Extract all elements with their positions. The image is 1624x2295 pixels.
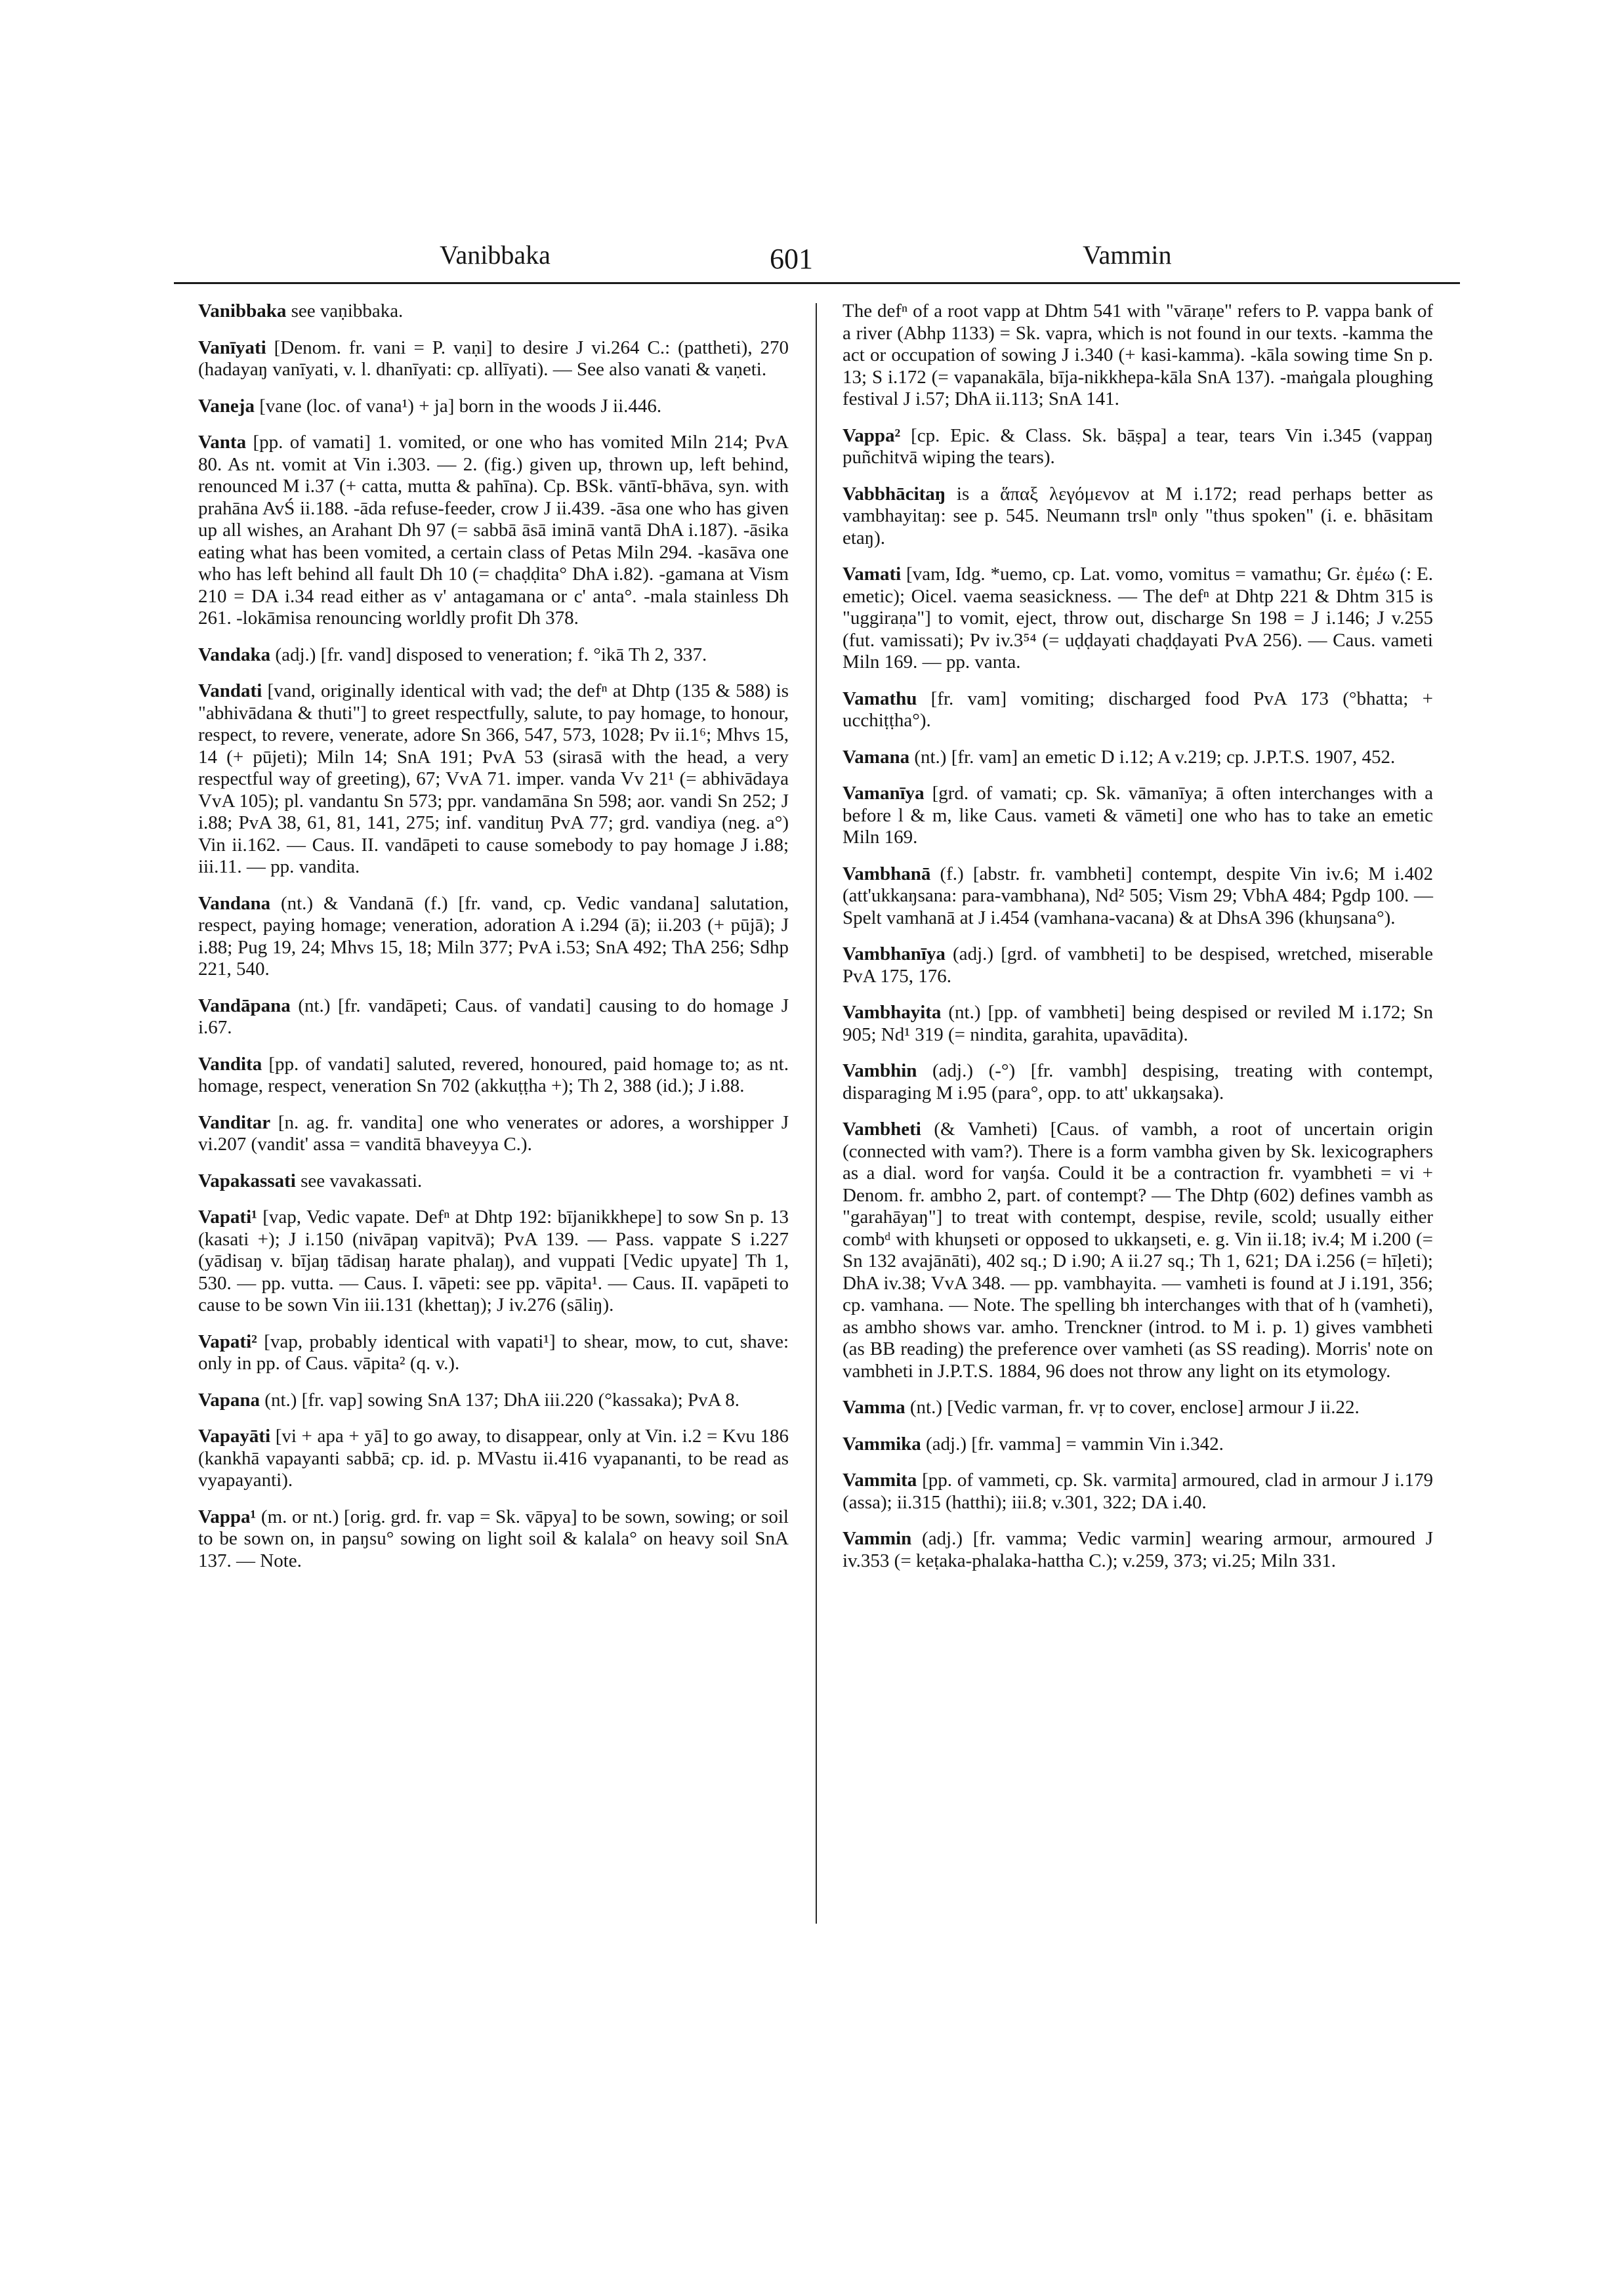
entry-headword: Vandana (198, 892, 271, 914)
entry-headword: Vambhayita (843, 1002, 942, 1023)
entry-body: (adj.) [fr. vamma] = vammin Vin i.342. (921, 1433, 1224, 1455)
dictionary-entry (198, 644, 789, 667)
entry-headword: Vamanīya (843, 783, 925, 804)
dictionary-entry (198, 1054, 789, 1098)
dictionary-entry (198, 995, 789, 1039)
entry-body: (nt.) [fr. vap] sowing SnA 137; DhA iii.220 (°kassaka); PvA 8. (260, 1389, 739, 1411)
entry-headword: Vammika (843, 1433, 921, 1455)
entry-headword: Vamma (843, 1397, 906, 1418)
dictionary-entry (843, 1434, 1433, 1456)
entry-body: [n. ag. fr. vandita] one who venerates or adores, a worshipper J vi.207 (vandit' assa = vanditā bhaveyya C.). (198, 1111, 789, 1155)
entry-headword: Vappa¹ (198, 1506, 257, 1527)
entry-body: [vi + apa + yā] to go away, to disappear, only at Vin. i.2 = Kvu 186 (kankhā vapayanti sabbā; cp. id. p. MVastu ii.416 vyapananti, to be read as vyapayanti). (198, 1426, 789, 1491)
dictionary-entry (843, 425, 1433, 469)
entry-headword: Vapakassati (198, 1170, 296, 1191)
dictionary-entry (198, 337, 789, 381)
entry-body: [Denom. fr. vani = P. vaṇi] to desire J vi.264 C.: (pattheti), 270 (hadayaŋ vanīyati, v. l. dhanīyati: cp. allīyati). — See also vanati & vaṇeti. (198, 337, 789, 380)
entry-headword: Vambhanīya (843, 943, 946, 964)
entry-body: (adj.) [fr. vand] disposed to veneration; f. °ikā Th 2, 337. (270, 644, 707, 665)
entry-body: (adj.) [grd. of vambheti] to be despised, wretched, miserable PvA 175, 176. (843, 943, 1433, 987)
entry-body: [vap, Vedic vapate. Defⁿ at Dhtp 192: bījanikkhepe] to sow Sn p. 13 (kasati +); J i.150 (nivāpaŋ vapitvā); PvA 139. — Pass. vappate S i.227 (yādisaŋ v. bījaŋ tādisaŋ harate phalaŋ), and vuppati [Vedic upyate] Th 1, 530. — pp. vutta. — Caus. I. vāpeti: see pp. vāpita¹. — Caus. II. vapāpeti to cause to be sown Vin iii.131 (khettaŋ); J iv.276 (sāliŋ). (198, 1207, 789, 1315)
dictionary-entry (198, 396, 789, 418)
entry-headword: Vammita (843, 1470, 917, 1491)
entry-headword: Vamati (843, 564, 902, 585)
dictionary-entry (843, 484, 1433, 550)
dictionary-entry (198, 893, 789, 981)
entry-body: [vam, Idg. *uemo, cp. Lat. vomo, vomitus = vamathu; Gr. ἐμέω (: E. emetic); Oicel. vaema seasickness. — The defⁿ at Dhtp 221 & Dhtm 315 is "uggiraṇa"] to vomit, eject, throw out, discharge Sn 198 = J i.146; J v.255 (fut. vamissati); Pv iv.3⁵⁴ (= uḍḍayati chaḍḍayati PvA 256). — Caus. vameti Miln 169. — pp. vanta. (843, 564, 1433, 672)
dictionary-entry (843, 783, 1433, 849)
entry-body: (& Vamheti) [Caus. of vambh, a root of uncertain origin (connected with vam?). There is a form vambha given by Sk. lexicographers as a dial. word for vaŋśa. Could it be a contraction fr. vyambheti = vi + Denom. fr. ambho 2, part. of contempt? — The Dhtp (602) defines vambh as "garahāyaŋ"] to treat with contempt, despise, revile, scold; usually either combᵈ with khuŋseti or opposed to ukkaŋseti, e. g. Vin ii.18; iv.4; M i.200 (= Sn 132 avajānāti), 402 sq.; D i.90; A ii.27 sq.; Th 1, 621; DA i.256 (= hīḷeti); DhA iv.38; VvA 348. — pp. vambhayita. — vamheti is found at J i.191, 356; cp. vamhana. — Note. The spelling bh interchanges with that of h (vamheti), as ambho shows var. amho. Trenckner (introd. to M i. p. 1) gives vambheti (as BB reading) the preference over vamheti (as SS reading). Morris' note on vambheti in J.P.T.S. 1884, 96 does not throw any light on its etymology. (843, 1119, 1433, 1382)
right-column (843, 300, 1433, 1586)
header-last-word: Vammin (1083, 240, 1172, 270)
entry-headword: Vapati² (198, 1331, 257, 1352)
entry-headword: Vammin (843, 1528, 912, 1549)
dictionary-entry (843, 1397, 1433, 1419)
dictionary-entry (198, 1506, 789, 1573)
entry-headword: Vanta (198, 432, 247, 453)
entry-headword: Vaneja (198, 395, 255, 417)
entry-body: (nt.) [pp. of vambheti] being despised or reviled M i.172; Sn 905; Nd¹ 319 (= nindita, garahita, upavādita). (843, 1002, 1433, 1045)
column-divider (816, 303, 817, 1924)
entry-body: (nt.) [Vedic varman, fr. vṛ to cover, enclose] armour J ii.22. (905, 1397, 1360, 1418)
entry-headword: Vabbhācitaŋ (843, 483, 946, 505)
entry-headword: Vandāpana (198, 995, 291, 1016)
header-first-word: Vanibbaka (440, 240, 551, 270)
entry-body: (nt.) & Vandanā (f.) [fr. vand, cp. Vedic vandana] salutation, respect, paying homage; veneration, adoration A i.294 (ā); ii.203 (+ pūjā); J i.88; Pug 19, 24; Mhvs 15, 18; Miln 377; PvA i.53; SnA 492; ThA 256; Sdhp 221, 540. (198, 892, 789, 980)
dictionary-entry (198, 300, 789, 323)
dictionary-entry (843, 747, 1433, 769)
header-rule (174, 282, 1460, 284)
running-header (174, 239, 1460, 285)
entry-body: [vand, originally identical with vad; the defⁿ at Dhtp (135 & 588) is "abhivādana & thuti"] to greet respectfully, salute, to pay homage, to honour, respect, to revere, venerate, adore Sn 366, 547, 573, 1028; Pv ii.1⁶; Mhvs 15, 14 (+ pūjeti); Miln 14; SnA 191; PvA 53 (sirasā with the head, a very respectful way of greeting), 67; VvA 71. imper. vanda Vv 21¹ (= abhivādaya VvA 105); pl. vandantu Sn 573; ppr. vandamāna Sn 598; aor. vandi Sn 252; J i.88; PvA 38, 61, 81, 141, 275; inf. vandituŋ PvA 77; grd. vandiya (neg. a°) Vin ii.162. — Caus. II. vandāpeti to cause somebody to pay homage J i.88; iii.11. — pp. vandita. (198, 680, 789, 877)
entry-body: is a ἅπαξ λεγόμενον at M i.172; read perhaps better as vambhayitaŋ: see p. 545. Neumann trslⁿ only "thus spoken" (i. e. bhāsitam etaŋ). (843, 483, 1433, 548)
entry-body: [pp. of vandati] saluted, revered, honoured, paid homage to; as nt. homage, respect, veneration Sn 702 (akkuṭṭha +); Th 2, 388 (id.); J i.88. (198, 1053, 789, 1096)
entry-body: [vap, probably identical with vapati¹] to shear, mow, to cut, shave: only in pp. of Caus. vāpita² (q. v.). (198, 1331, 789, 1374)
entry-headword: Vanīyati (198, 337, 266, 358)
dictionary-entry (198, 680, 789, 879)
dictionary-entry (843, 688, 1433, 732)
page-number: 601 (770, 243, 813, 275)
dictionary-entry (198, 432, 789, 630)
entry-headword: Vandaka (198, 644, 271, 665)
entry-headword: Vamathu (843, 688, 917, 709)
entry-headword: Vanditar (198, 1111, 271, 1133)
entry-headword: Vappa² (843, 424, 901, 446)
entry-headword: Vamana (843, 746, 910, 768)
entry-body: [fr. vam] vomiting; discharged food PvA 173 (°bhatta; + ucchiṭṭha°). (843, 688, 1433, 731)
entry-body: (f.) [abstr. fr. vambheti] contempt, despite Vin iv.6; M i.402 (att'ukkaŋsana: para-vambhana), Nd² 505; Vism 29; VbhA 484; Pgdp 100. — Spelt vamhanā at J i.454 (vamhana-vacana) & at DhsA 396 (khuŋsana°). (843, 863, 1433, 928)
entry-body: see vavakassati. (295, 1170, 423, 1191)
entry-body: [pp. of vamati] 1. vomited, or one who has vomited Miln 214; PvA 80. As nt. vomit at Vin i.303. — 2. (fig.) given up, thrown up, left behind, renounced M i.37 (+ catta, mutta & pahīna). Cp. BSk. vāntī-bhāva, syn. with prahāna AvŚ ii.188. -āda refuse-feeder, crow J ii.439. -āsa one who has given up all wishes, an Arahant Dh 97 (= sabbā āsā iminā vantā DhA i.187). -āsika eating what has been vomited, a certain class of Petas Miln 294. -kasāva one who has left behind all fault Dh 10 (= chaḍḍita° DhA i.82). -gamana at Vism 210 = DA i.34 read either as v' antagamana or c' anta°. -mala stainless Dh 261. -lokāmisa renouncing worldly profit Dh 378. (198, 432, 789, 629)
entry-body: (nt.) [fr. vandāpeti; Caus. of vandati] causing to do homage J i.67. (198, 995, 789, 1038)
entry-headword: Vambheti (843, 1119, 921, 1140)
entry-continuation (843, 300, 1433, 411)
dictionary-entry (198, 1112, 789, 1156)
entry-body: see vaṇibbaka. (286, 300, 404, 321)
dictionary-entry (198, 1426, 789, 1492)
dictionary-entry (843, 943, 1433, 987)
dictionary-entry (843, 1060, 1433, 1104)
entry-headword: Vapana (198, 1389, 260, 1411)
entry-headword: Vapayāti (198, 1426, 271, 1447)
entry-headword: Vapati¹ (198, 1207, 257, 1228)
entry-body: [pp. of vammeti, cp. Sk. varmita] armoured, clad in armour J i.179 (assa); ii.315 (hatthi); iii.8; v.301, 322; DA i.40. (843, 1470, 1433, 1513)
entry-headword: Vanibbaka (198, 300, 287, 321)
dictionary-entry (843, 564, 1433, 674)
dictionary-entry (843, 1002, 1433, 1046)
entry-body: (adj.) (-°) [fr. vambh] despising, treating with contempt, disparaging M i.95 (para°, opp. to att' ukkaŋsaka). (843, 1060, 1433, 1104)
dictionary-entry (198, 1170, 789, 1193)
entry-body: The defⁿ of a root vapp at Dhtm 541 with "vāraṇe" refers to P. vappa bank of a river (Abhp 1133) = Sk. vapra, which is not found in our texts. -kamma the act or occupation of sowing J i.340 (+ kasi-kamma). -kāla sowing time Sn p. 13; S i.172 (= vapanakāla, bīja-nikkhepa-kāla SnA 137). -maṅgala ploughing festival J i.57; DhA ii.113; SnA 141. (843, 300, 1433, 409)
entry-body: (nt.) [fr. vam] an emetic D i.12; A v.219; cp. J.P.T.S. 1907, 452. (909, 746, 1396, 768)
dictionary-entry (843, 1119, 1433, 1382)
entry-body: [vane (loc. of vana¹) + ja] born in the woods J ii.446. (254, 395, 662, 417)
dictionary-entry (843, 863, 1433, 930)
dictionary-entry (843, 1528, 1433, 1572)
dictionary-entry (198, 1331, 789, 1375)
dictionary-entry (198, 1390, 789, 1412)
dictionary-entry (198, 1207, 789, 1317)
left-column (198, 300, 789, 1586)
entry-body: [cp. Epic. & Class. Sk. bāṣpa] a tear, tears Vin i.345 (vappaŋ puñchitvā wiping the tears). (843, 424, 1433, 468)
dictionary-entry (843, 1470, 1433, 1514)
entry-headword: Vandati (198, 680, 262, 701)
entry-headword: Vambhanā (843, 863, 931, 884)
entry-body: (m. or nt.) [orig. grd. fr. vap = Sk. vāpya] to be sown, sowing; or soil to be sown on, in paŋsu° sowing on light soil & kalala° on heavy soil SnA 137. — Note. (198, 1506, 789, 1571)
entry-headword: Vambhin (843, 1060, 917, 1081)
entry-body: [grd. of vamati; cp. Sk. vāmanīya; ā often interchanges with a before l & m, like Caus. vameti & vāmeti] one who has to take an emetic Miln 169. (843, 783, 1433, 848)
entry-body: (adj.) [fr. vamma; Vedic varmin] wearing armour, armoured J iv.353 (= keṭaka-phalaka-hattha C.); v.259, 373; vi.25; Miln 331. (843, 1528, 1433, 1571)
entry-headword: Vandita (198, 1053, 262, 1075)
